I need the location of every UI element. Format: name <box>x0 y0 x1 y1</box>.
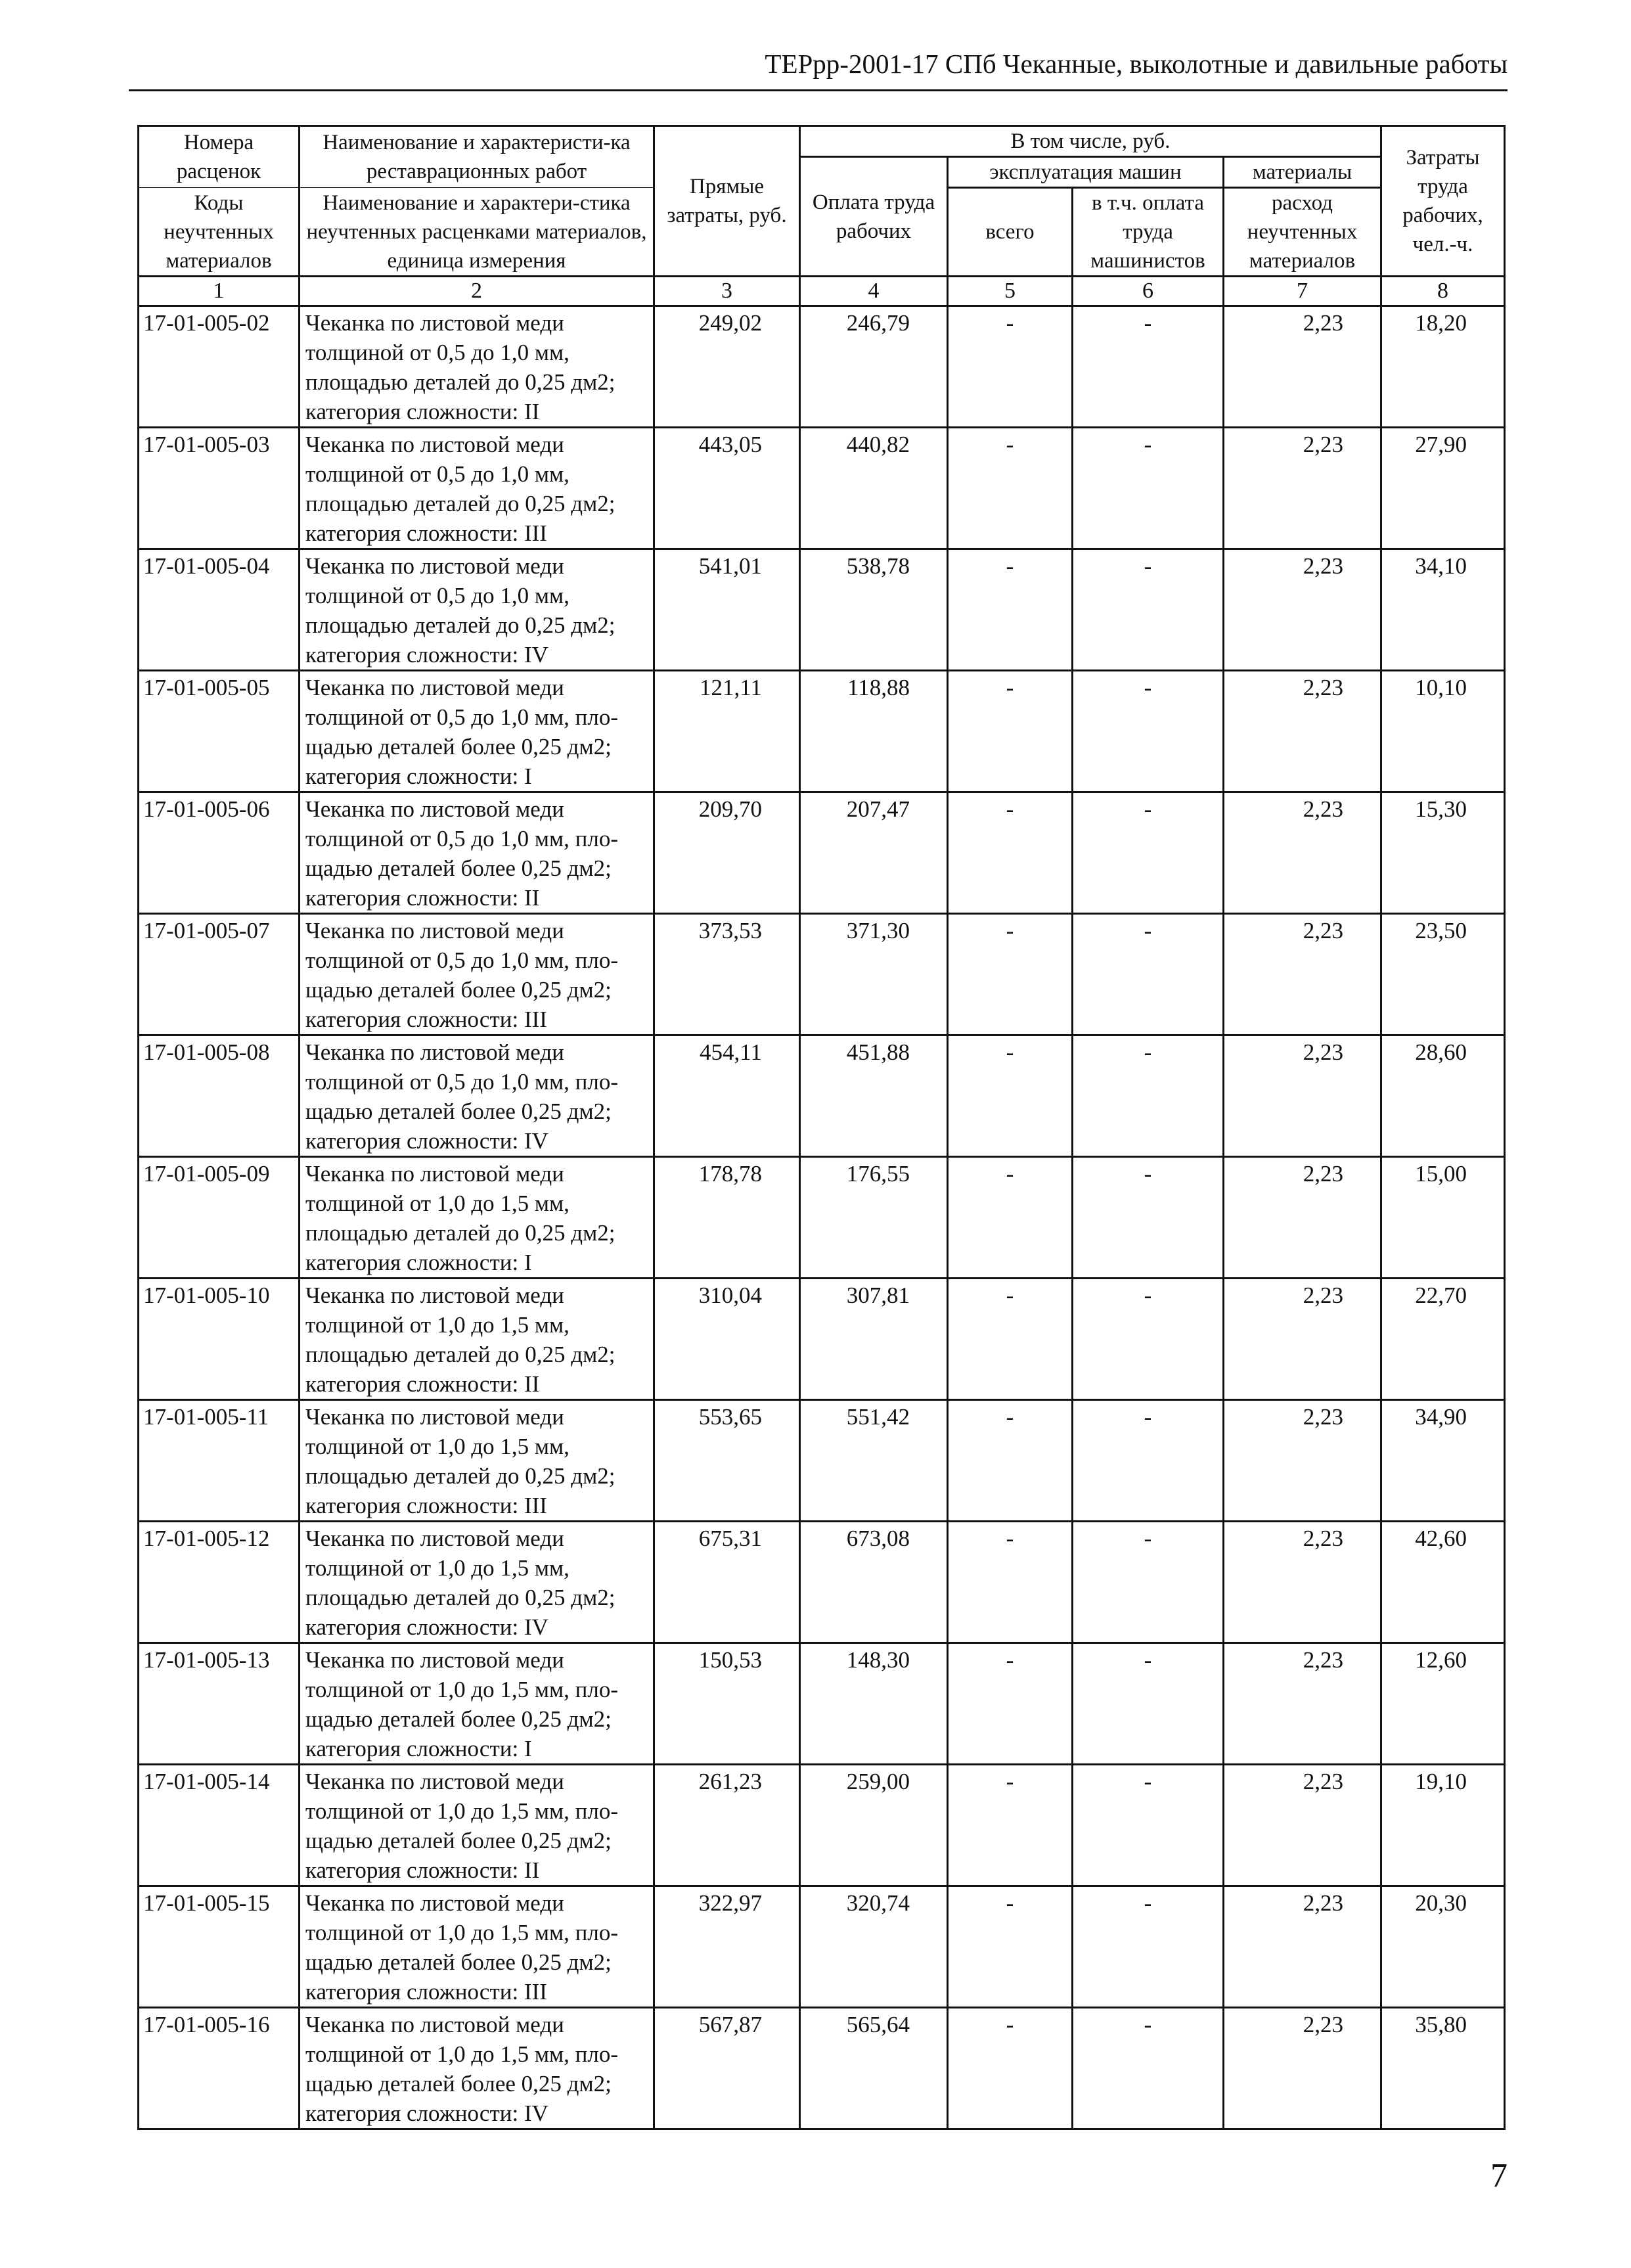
direct-costs-value: 121,11 <box>654 671 800 792</box>
labor-hours-value: 10,10 <box>1381 671 1505 792</box>
description-line: щадью деталей более 0,25 дм2; <box>305 977 612 1003</box>
table-row <box>139 2008 1505 2129</box>
description-line: Чеканка по листовой меди <box>305 1769 564 1794</box>
worker-pay-value: 246,79 <box>800 306 948 428</box>
machines-total-value: - <box>948 1522 1073 1643</box>
direct-costs-value: 178,78 <box>654 1157 800 1279</box>
description-line: Чеканка по листовой меди <box>305 553 564 579</box>
direct-costs-value: 322,97 <box>654 1886 800 2008</box>
description-line: площадью деталей до 0,25 дм2; <box>305 1585 615 1610</box>
description-line: толщиной от 1,0 до 1,5 мм, пло- <box>305 2041 619 2067</box>
machines-total-value: - <box>948 914 1073 1035</box>
header-materials-group: материалы <box>1224 157 1381 188</box>
worker-pay-value: 538,78 <box>800 549 948 671</box>
work-description <box>300 1279 654 1400</box>
table-row <box>139 1157 1505 1279</box>
rate-code: 17-01-005-11 <box>139 1400 300 1522</box>
machinist-pay-value: - <box>1073 549 1224 671</box>
materials-value: 2,23 <box>1224 428 1381 549</box>
materials-value: 2,23 <box>1224 1765 1381 1886</box>
description-line: категория сложности: IV <box>305 2100 548 2126</box>
work-description <box>300 1157 654 1279</box>
description-line: Чеканка по листовой меди <box>305 1404 564 1430</box>
description-line: категория сложности: III <box>305 1007 547 1032</box>
work-description <box>300 671 654 792</box>
description-line: категория сложности: IV <box>305 642 548 668</box>
header-labor-hours: Затраты труда рабочих, чел.-ч. <box>1381 126 1505 277</box>
description-line: площадью деталей до 0,25 дм2; <box>305 1220 615 1246</box>
description-line: Чеканка по листовой меди <box>305 2012 564 2037</box>
header-machines-group: эксплуатация машин <box>948 157 1224 188</box>
rate-code: 17-01-005-07 <box>139 914 300 1035</box>
worker-pay-value: 320,74 <box>800 1886 948 2008</box>
header-rate-numbers: Номера расценок <box>139 126 300 188</box>
machines-total-value: - <box>948 2008 1073 2129</box>
description-line: щадью деталей более 0,25 дм2; <box>305 1099 612 1124</box>
work-description <box>300 1035 654 1157</box>
machinist-pay-value: - <box>1073 1522 1224 1643</box>
direct-costs-value: 373,53 <box>654 914 800 1035</box>
machinist-pay-value: - <box>1073 1279 1224 1400</box>
description-line: Чеканка по листовой меди <box>305 1039 564 1065</box>
rate-code: 17-01-005-08 <box>139 1035 300 1157</box>
description-line: толщиной от 0,5 до 1,0 мм, пло- <box>305 1069 619 1095</box>
direct-costs-value: 541,01 <box>654 549 800 671</box>
description-line: категория сложности: I <box>305 763 532 789</box>
header-direct-costs: Прямые затраты, руб. <box>654 126 800 277</box>
worker-pay-value: 673,08 <box>800 1522 948 1643</box>
description-line: толщиной от 1,0 до 1,5 мм, <box>305 1555 570 1581</box>
machines-total-value: - <box>948 671 1073 792</box>
machines-total-value: - <box>948 1886 1073 2008</box>
description-line: Чеканка по листовой меди <box>305 675 564 700</box>
description-line: категория сложности: II <box>305 885 540 911</box>
column-number: 1 <box>139 277 300 306</box>
description-line: толщиной от 0,5 до 1,0 мм, пло- <box>305 947 619 973</box>
labor-hours-value: 27,90 <box>1381 428 1505 549</box>
header-machines-total: всего <box>948 188 1073 277</box>
labor-hours-value: 34,10 <box>1381 549 1505 671</box>
description-line: толщиной от 1,0 до 1,5 мм, <box>305 1312 570 1338</box>
labor-hours-value: 15,00 <box>1381 1157 1505 1279</box>
rate-code: 17-01-005-04 <box>139 549 300 671</box>
description-line: Чеканка по листовой меди <box>305 1526 564 1551</box>
materials-value: 2,23 <box>1224 792 1381 914</box>
work-description <box>300 549 654 671</box>
description-line: щадью деталей более 0,25 дм2; <box>305 1949 612 1975</box>
table-row <box>139 1522 1505 1643</box>
direct-costs-value: 567,87 <box>654 2008 800 2129</box>
column-number: 6 <box>1073 277 1224 306</box>
direct-costs-value: 553,65 <box>654 1400 800 1522</box>
materials-value: 2,23 <box>1224 1279 1381 1400</box>
header-materials-consumption: расход неучтенных материалов <box>1224 188 1381 277</box>
labor-hours-value: 34,90 <box>1381 1400 1505 1522</box>
description-line: категория сложности: II <box>305 1857 540 1883</box>
labor-hours-value: 18,20 <box>1381 306 1505 428</box>
description-line: толщиной от 1,0 до 1,5 мм, <box>305 1434 570 1459</box>
description-line: площадью деталей до 0,25 дм2; <box>305 491 615 516</box>
worker-pay-value: 259,00 <box>800 1765 948 1886</box>
table-row <box>139 1765 1505 1886</box>
machinist-pay-value: - <box>1073 1643 1224 1765</box>
rate-code: 17-01-005-06 <box>139 792 300 914</box>
description-line: толщиной от 1,0 до 1,5 мм, пло- <box>305 1798 619 1824</box>
description-line: щадью деталей более 0,25 дм2; <box>305 734 612 760</box>
column-number: 4 <box>800 277 948 306</box>
machinist-pay-value: - <box>1073 792 1224 914</box>
table-row <box>139 306 1505 428</box>
description-line: категория сложности: IV <box>305 1128 548 1154</box>
header-material-name: Наименование и характери-стика неучтенных расценками материалов, единица измерения <box>300 188 654 277</box>
machines-total-value: - <box>948 1643 1073 1765</box>
machinist-pay-value: - <box>1073 671 1224 792</box>
direct-costs-value: 249,02 <box>654 306 800 428</box>
materials-value: 2,23 <box>1224 2008 1381 2129</box>
description-line: Чеканка по листовой меди <box>305 1647 564 1673</box>
description-line: толщиной от 1,0 до 1,5 мм, <box>305 1191 570 1216</box>
direct-costs-value: 675,31 <box>654 1522 800 1643</box>
description-line: щадью деталей более 0,25 дм2; <box>305 855 612 881</box>
description-line: Чеканка по листовой меди <box>305 918 564 943</box>
column-number: 8 <box>1381 277 1505 306</box>
description-line: щадью деталей более 0,25 дм2; <box>305 2071 612 2097</box>
machines-total-value: - <box>948 1157 1073 1279</box>
machinist-pay-value: - <box>1073 1157 1224 1279</box>
work-description <box>300 792 654 914</box>
description-line: категория сложности: IV <box>305 1614 548 1640</box>
work-description <box>300 2008 654 2129</box>
materials-value: 2,23 <box>1224 306 1381 428</box>
machines-total-value: - <box>948 1279 1073 1400</box>
materials-value: 2,23 <box>1224 1400 1381 1522</box>
description-line: площадью деталей до 0,25 дм2; <box>305 1342 615 1367</box>
column-number: 2 <box>300 277 654 306</box>
work-description <box>300 1400 654 1522</box>
machinist-pay-value: - <box>1073 428 1224 549</box>
rate-code: 17-01-005-16 <box>139 2008 300 2129</box>
materials-value: 2,23 <box>1224 1886 1381 2008</box>
materials-value: 2,23 <box>1224 1035 1381 1157</box>
materials-value: 2,23 <box>1224 1522 1381 1643</box>
description-line: площадью деталей до 0,25 дм2; <box>305 369 615 395</box>
column-number: 3 <box>654 277 800 306</box>
worker-pay-value: 440,82 <box>800 428 948 549</box>
machines-total-value: - <box>948 306 1073 428</box>
table-row <box>139 1886 1505 2008</box>
rate-code: 17-01-005-02 <box>139 306 300 428</box>
direct-costs-value: 310,04 <box>654 1279 800 1400</box>
description-line: толщиной от 0,5 до 1,0 мм, <box>305 461 570 487</box>
labor-hours-value: 35,80 <box>1381 2008 1505 2129</box>
table-body <box>139 306 1505 2129</box>
machinist-pay-value: - <box>1073 1886 1224 2008</box>
description-line: толщиной от 0,5 до 1,0 мм, <box>305 583 570 608</box>
description-line: категория сложности: I <box>305 1250 532 1275</box>
header-work-name: Наименование и характеристи-ка реставрационных работ <box>300 126 654 188</box>
labor-hours-value: 22,70 <box>1381 1279 1505 1400</box>
description-line: категория сложности: III <box>305 520 547 546</box>
machinist-pay-value: - <box>1073 1400 1224 1522</box>
machinist-pay-value: - <box>1073 1035 1224 1157</box>
worker-pay-value: 207,47 <box>800 792 948 914</box>
description-line: Чеканка по листовой меди <box>305 432 564 457</box>
worker-pay-value: 307,81 <box>800 1279 948 1400</box>
column-number: 7 <box>1224 277 1381 306</box>
work-description <box>300 1886 654 2008</box>
worker-pay-value: 176,55 <box>800 1157 948 1279</box>
header-worker-pay: Оплата труда рабочих <box>800 157 948 277</box>
labor-hours-value: 19,10 <box>1381 1765 1505 1886</box>
rate-code: 17-01-005-05 <box>139 671 300 792</box>
machines-total-value: - <box>948 549 1073 671</box>
table-row <box>139 914 1505 1035</box>
table-row <box>139 549 1505 671</box>
header-machinist-pay: в т.ч. оплата труда машинистов <box>1073 188 1224 277</box>
description-line: площадью деталей до 0,25 дм2; <box>305 1463 615 1489</box>
description-line: категория сложности: I <box>305 1736 532 1761</box>
description-line: толщиной от 0,5 до 1,0 мм, <box>305 340 570 365</box>
rates-table <box>137 125 1506 2130</box>
table-row <box>139 671 1505 792</box>
table-row <box>139 1643 1505 1765</box>
direct-costs-value: 454,11 <box>654 1035 800 1157</box>
description-line: щадью деталей более 0,25 дм2; <box>305 1828 612 1853</box>
work-description <box>300 428 654 549</box>
direct-costs-value: 261,23 <box>654 1765 800 1886</box>
machines-total-value: - <box>948 1400 1073 1522</box>
description-line: категория сложности: III <box>305 1979 547 2005</box>
direct-costs-value: 443,05 <box>654 428 800 549</box>
machinist-pay-value: - <box>1073 2008 1224 2129</box>
materials-value: 2,23 <box>1224 549 1381 671</box>
rate-code: 17-01-005-13 <box>139 1643 300 1765</box>
description-line: Чеканка по листовой меди <box>305 1282 564 1308</box>
column-number: 5 <box>948 277 1073 306</box>
rate-code: 17-01-005-09 <box>139 1157 300 1279</box>
header-including-group: В том числе, руб. <box>800 126 1381 157</box>
work-description <box>300 1522 654 1643</box>
machines-total-value: - <box>948 428 1073 549</box>
description-line: площадью деталей до 0,25 дм2; <box>305 612 615 638</box>
description-line: Чеканка по листовой меди <box>305 796 564 822</box>
description-line: толщиной от 0,5 до 1,0 мм, пло- <box>305 704 619 730</box>
machines-total-value: - <box>948 1035 1073 1157</box>
description-line: толщиной от 0,5 до 1,0 мм, пло- <box>305 826 619 851</box>
direct-costs-value: 150,53 <box>654 1643 800 1765</box>
rate-code: 17-01-005-15 <box>139 1886 300 2008</box>
materials-value: 2,23 <box>1224 1157 1381 1279</box>
work-description <box>300 306 654 428</box>
rate-code: 17-01-005-10 <box>139 1279 300 1400</box>
table-row <box>139 1279 1505 1400</box>
direct-costs-value: 209,70 <box>654 792 800 914</box>
page-header-title: ТЕРрр-2001-17 СПб Чеканные, выколотные и давильные работы <box>765 49 1508 79</box>
column-numbers-row <box>139 277 1505 306</box>
labor-hours-value: 28,60 <box>1381 1035 1505 1157</box>
worker-pay-value: 148,30 <box>800 1643 948 1765</box>
worker-pay-value: 118,88 <box>800 671 948 792</box>
rate-code: 17-01-005-14 <box>139 1765 300 1886</box>
description-line: Чеканка по листовой меди <box>305 1161 564 1187</box>
page-number: 7 <box>1490 2157 1508 2194</box>
description-line: категория сложности: III <box>305 1493 547 1518</box>
rate-code: 17-01-005-12 <box>139 1522 300 1643</box>
table-row <box>139 1400 1505 1522</box>
description-line: категория сложности: II <box>305 399 540 424</box>
labor-hours-value: 12,60 <box>1381 1643 1505 1765</box>
worker-pay-value: 551,42 <box>800 1400 948 1522</box>
table-row <box>139 428 1505 549</box>
labor-hours-value: 20,30 <box>1381 1886 1505 2008</box>
table-header <box>139 126 1505 306</box>
work-description <box>300 914 654 1035</box>
table-row <box>139 1035 1505 1157</box>
labor-hours-value: 23,50 <box>1381 914 1505 1035</box>
description-line: щадью деталей более 0,25 дм2; <box>305 1706 612 1732</box>
labor-hours-value: 42,60 <box>1381 1522 1505 1643</box>
machines-total-value: - <box>948 792 1073 914</box>
worker-pay-value: 371,30 <box>800 914 948 1035</box>
description-line: Чеканка по листовой меди <box>305 310 564 336</box>
description-line: толщиной от 1,0 до 1,5 мм, пло- <box>305 1677 619 1702</box>
header-material-codes: Коды неучтенных материалов <box>139 188 300 277</box>
description-line: категория сложности: II <box>305 1371 540 1397</box>
machinist-pay-value: - <box>1073 306 1224 428</box>
table-row <box>139 792 1505 914</box>
machinist-pay-value: - <box>1073 1765 1224 1886</box>
materials-value: 2,23 <box>1224 671 1381 792</box>
machines-total-value: - <box>948 1765 1073 1886</box>
description-line: Чеканка по листовой меди <box>305 1890 564 1916</box>
worker-pay-value: 565,64 <box>800 2008 948 2129</box>
labor-hours-value: 15,30 <box>1381 792 1505 914</box>
worker-pay-value: 451,88 <box>800 1035 948 1157</box>
work-description <box>300 1765 654 1886</box>
header-divider <box>129 89 1508 91</box>
description-line: толщиной от 1,0 до 1,5 мм, пло- <box>305 1920 619 1945</box>
materials-value: 2,23 <box>1224 914 1381 1035</box>
materials-value: 2,23 <box>1224 1643 1381 1765</box>
rate-code: 17-01-005-03 <box>139 428 300 549</box>
work-description <box>300 1643 654 1765</box>
machinist-pay-value: - <box>1073 914 1224 1035</box>
